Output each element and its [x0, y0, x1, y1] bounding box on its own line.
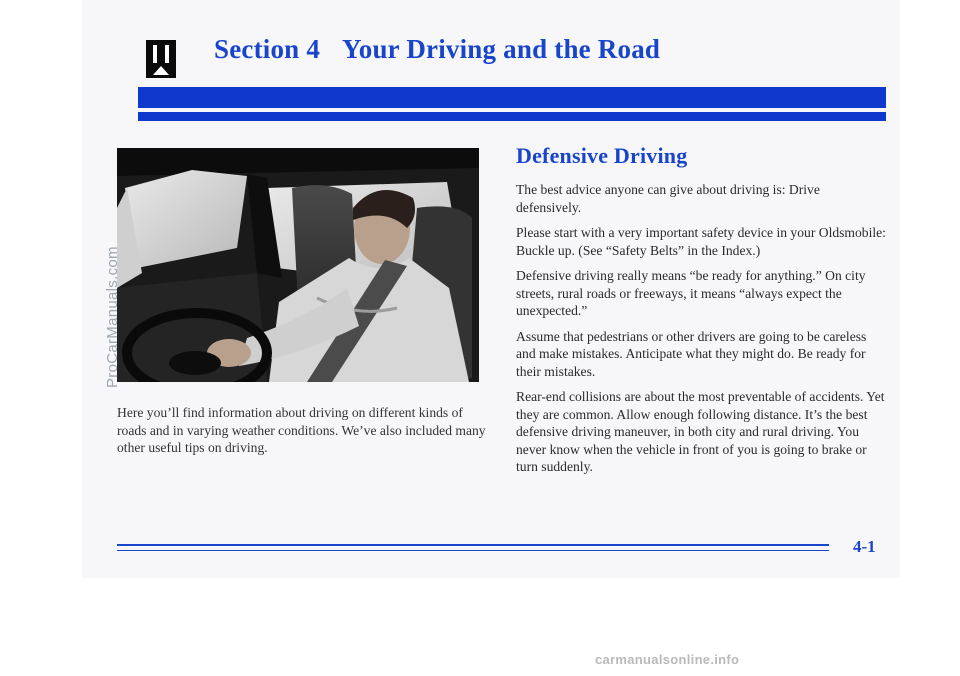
paragraph: Please start with a very important safety device in your Oldsmobile: Buckle up. (See “Safety Belts” in the Index.): [516, 225, 886, 258]
driver-photo: [117, 148, 479, 382]
paragraph: Rear-end collisions are about the most preventable of accidents. Yet they are common. Allow enough following distance. It’s the best defensive driving maneuver, in both city and rural driving. You never know when the vehicle in front of you is going to brake or turn suddenly.: [516, 389, 885, 474]
header-band-primary: [138, 87, 886, 108]
footer-rule-bottom: [117, 550, 829, 551]
bottom-watermark: carmanualsonline.info: [595, 652, 740, 667]
defensive-driving-section: [516, 143, 886, 484]
footer-rule-top: [117, 544, 829, 546]
intro-caption: Here you’ll find information about driving on different kinds of roads and in varying weather conditions. We’ve also included many other useful tips on driving.: [117, 405, 486, 455]
oldsmobile-rocket-icon: [146, 40, 176, 78]
section-name: Your Driving and the Road: [342, 34, 661, 64]
defensive-driving-heading: Defensive Driving: [516, 143, 688, 168]
paragraph: The best advice anyone can give about driving is: Drive defensively.: [516, 182, 820, 215]
paragraph: Assume that pedestrians or other drivers are going to be careless and make mistakes. Anticipate what they might do. Be ready for their mistakes.: [516, 328, 867, 379]
side-watermark: ProCarManuals.com: [104, 246, 121, 388]
section-title: [214, 34, 660, 65]
section-number: Section 4: [214, 34, 321, 64]
header-band-secondary: [138, 112, 886, 121]
page-number: 4-1: [853, 537, 876, 556]
paragraph: Defensive driving really means “be ready for anything.” On city streets, rural roads or freeways, it means “always expect the unexpected.”: [516, 268, 866, 318]
